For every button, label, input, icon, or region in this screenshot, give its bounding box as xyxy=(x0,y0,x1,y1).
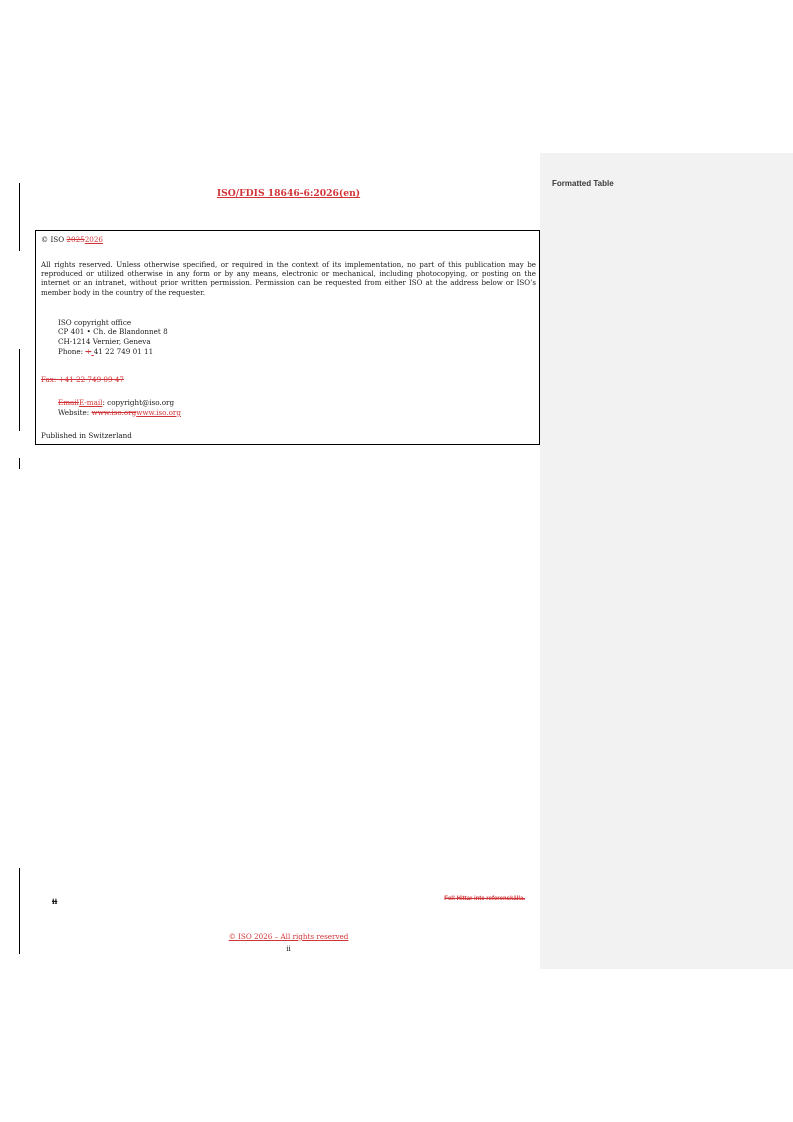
email-label-inserted: E-mail xyxy=(78,398,103,407)
email-label-deleted: Email xyxy=(58,398,79,407)
comment-pane xyxy=(540,153,793,969)
email-address[interactable]: : copyright@iso.org xyxy=(102,398,175,407)
change-bar xyxy=(19,868,20,954)
change-bar xyxy=(19,183,20,251)
fax-line-deleted: Fax: +41 22 749 09 47 xyxy=(41,375,125,384)
phone-line xyxy=(58,347,153,356)
footer-copyright: © ISO 2026 – All rights reserved xyxy=(228,932,349,941)
website-line xyxy=(58,408,181,417)
street-line: CP 401 • Ch. de Blandonnet 8 xyxy=(58,327,168,336)
copyright-year-inserted: 2026 xyxy=(84,235,104,244)
website-link-deleted[interactable]: www.iso.org xyxy=(91,408,137,417)
footer-page-left: ii xyxy=(52,897,58,906)
comment-title: Formatted Table xyxy=(552,179,614,188)
change-bar xyxy=(19,349,20,431)
city-line: CH-1214 Vernier, Geneva xyxy=(58,337,151,346)
footer-page-number: ii xyxy=(286,944,291,953)
phone-deleted: + xyxy=(85,347,92,356)
change-bar xyxy=(19,458,20,469)
copyright-box xyxy=(35,230,540,445)
website-link-inserted[interactable]: www.iso.org xyxy=(136,408,181,417)
email-line xyxy=(58,398,174,407)
rights-text: All rights reserved. Unless otherwise specified, or required in the context of its implementation, no part of this publication may be reproduced or utilized otherwise in any form or by any means, electronic or mechanical, including photocopying, or posting on the internet or an intranet, without prior written permission. Permission can be requested from either ISO at the address below or ISO’s member body in the country of the requester. xyxy=(41,260,536,297)
document-title: ISO/FDIS 18646-6:2026(en) xyxy=(216,188,361,199)
copyright-line xyxy=(41,235,103,244)
copyright-year-deleted: 2025 xyxy=(66,235,85,244)
office-line: ISO copyright office xyxy=(58,318,132,327)
published-line: Published in Switzerland xyxy=(41,431,132,440)
phone-number: 41 22 749 01 11 xyxy=(93,347,154,356)
copyright-prefix: © ISO xyxy=(41,235,67,244)
website-label: Website: xyxy=(58,408,92,417)
footer-error-text: Fel! Hittar inte referenskälla. xyxy=(444,896,525,902)
phone-label: Phone: xyxy=(58,347,86,356)
